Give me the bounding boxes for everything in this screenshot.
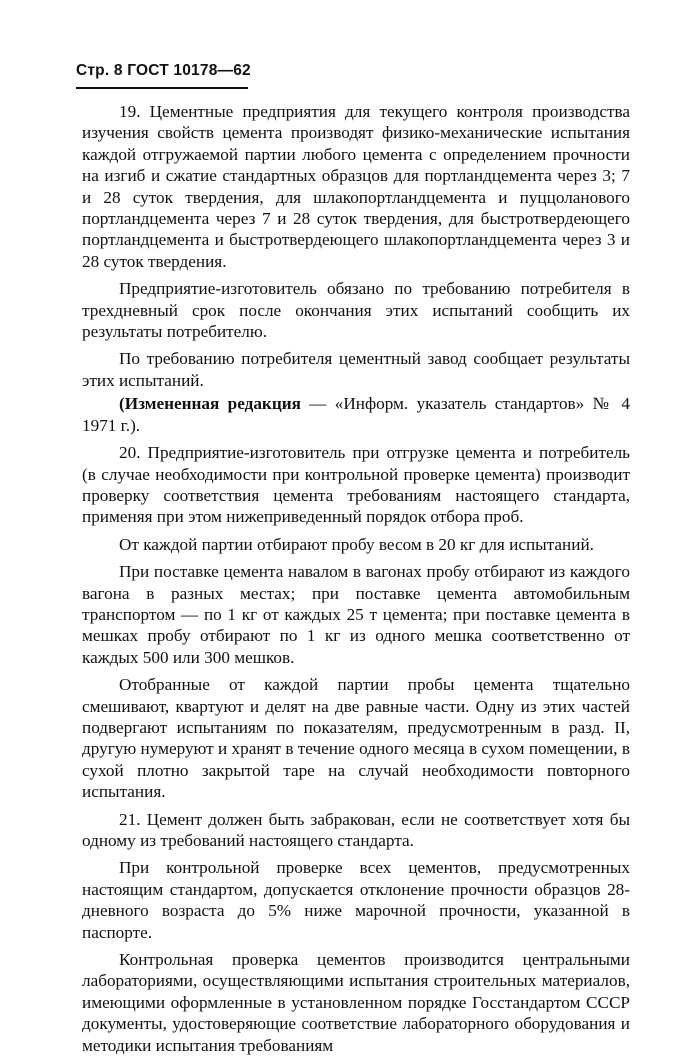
document-body — [82, 101, 630, 1062]
paragraph-on-request: По требованию потребителя цементный завод сообщает результаты этих испытаний. — [82, 349, 630, 390]
amendment-text: — «Информ. указатель стандартов» № 4 1971 г.). — [82, 394, 630, 435]
page-header: Стр. 8 ГОСТ 10178—62 — [76, 62, 251, 79]
paragraph-delivery: При поставке цемента навалом в вагонах пробу отбирают из каждого вагона в разных местах; при поставке цемента автомобильным транспортом — по 1 кг от каждых 25 т цемента; при поставке цемента в мешках пробу отбирают по 1 кг из одного мешка соответственно от каждых 500 или 300 мешков. — [82, 562, 630, 667]
paragraph-21: 21. Цемент должен быть забракован, если не соответствует хотя бы одному из требований настоящего стандарта. — [82, 809, 630, 850]
amendment-note — [82, 393, 630, 436]
paragraph-notify: Предприятие-изготовитель обязано по требованию потребителя в трехдневный срок после окончания этих испытаний сообщить их результаты потребителю. — [82, 279, 630, 342]
paragraph-19: 19. Цементные предприятия для текущего контроля производства изучения свойств цемента производят физико-механические испытания каждой отгружаемой партии любого цемента с определением прочности на изгиб и сжатие стандартных образцов для портландцемента через 3; 7 и 28 суток твердения, для шлакопортландцемента и пуццоланового портландцемента через 7 и 28 суток твердения, для быстротвердеющего портландцемента и быстротвердеющего шлакопортландцемента через 3 и 28 суток твердения. — [82, 102, 630, 271]
paragraph-20: 20. Предприятие-изготовитель при отгрузке цемента и потребитель (в случае необходимости при контрольной проверке цемента) производит проверку соответствия цемента требованиям настоящего стандарта, применяя при этом нижеприведенный порядок отбора проб. — [82, 443, 630, 527]
paragraph-control-check: При контрольной проверке всех цементов, предусмотренных настоящим стандартом, допускается отклонение прочности образцов 28-дневного возраста до 5% ниже марочной прочности, указанной в паспорте. — [82, 858, 630, 942]
paragraph-samples: Отобранные от каждой партии пробы цемента тщательно смешивают, квартуют и делят на две равные части. Одну из этих частей подвергают испытаниям по показателям, предусмотренным в разд. II, другую нумеруют и хранят в течение одного месяца в сухом помещении, в сухой плотно закрытой таре на случай необходимости повторного испытания. — [82, 675, 630, 802]
amendment-bold: (Измененная редакция — [119, 394, 301, 414]
paragraph-laboratories: Контрольная проверка цементов производится центральными лабораториями, осуществляющими испытания строительных материалов, имеющими оформленные в установленном порядке Госстандартом СССР документы, удостоверяющие соответствие лабораторного оборудования и методики испытания требованиям — [82, 950, 630, 1055]
paragraph-sample-weight: От каждой партии отбирают пробу весом в 20 кг для испытаний. — [119, 534, 594, 554]
header-rule — [76, 87, 248, 89]
